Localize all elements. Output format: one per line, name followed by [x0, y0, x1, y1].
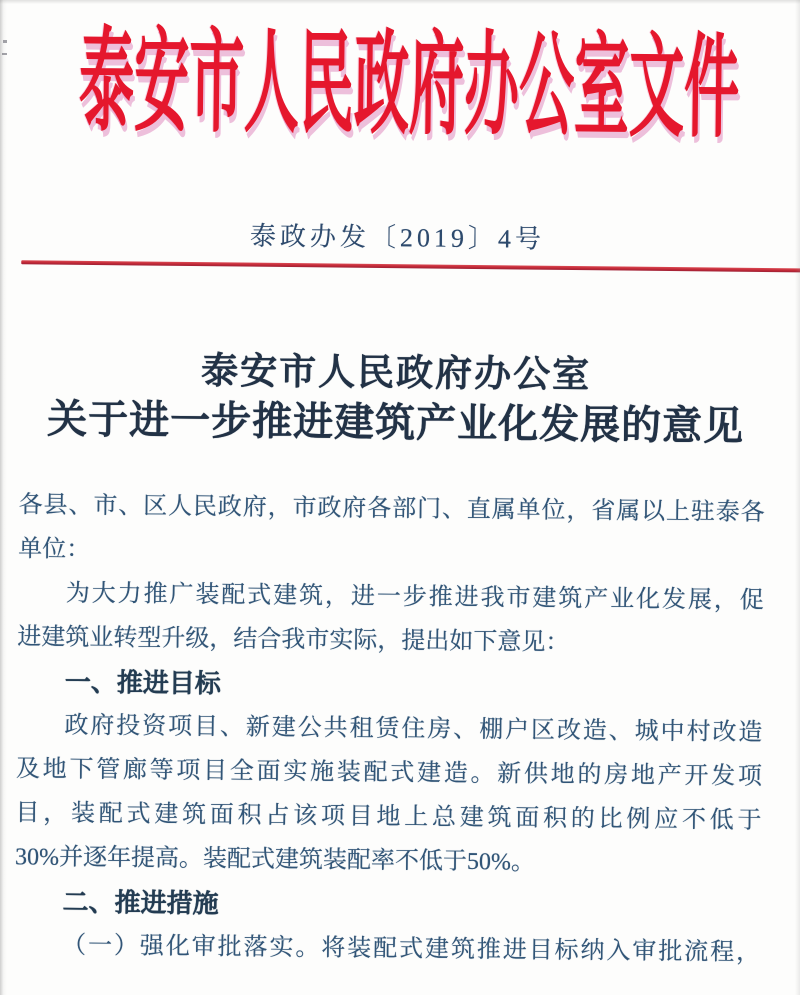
scan-speck [2, 53, 7, 55]
body-line: 进建筑业转型升级，结合我市实际，提出如下意见： [17, 624, 570, 656]
body-line: 为大力推广装配式建筑，进一步推进我市建筑产业化发展，促 [65, 580, 764, 615]
body-line: 及地下管廊等项目全面实施装配式建造。新供地的房地产开发项 [15, 756, 763, 791]
scan-edge-shadow-top [0, 0, 800, 4]
masthead-title: 泰安市人民政府办公室文件 [78, 19, 740, 152]
document-title [0, 346, 796, 452]
body-line: 政府投资项目、新建公共租赁住房、棚户区改造、城中村改造 [64, 712, 763, 747]
scan-speck [3, 40, 7, 43]
body-line: 30%并逐年提高。装配式建筑装配率不低于50%。 [14, 844, 536, 876]
body-line: 各县、市、区人民政府，市政府各部门、直属单位，省属以上驻泰各 [18, 492, 765, 527]
scan-edge-shadow-right [795, 0, 800, 995]
document-body [14, 483, 765, 975]
section-heading: 一、推进目标 [64, 666, 222, 699]
section-heading: 二、推进措施 [62, 886, 219, 919]
scan-edge-shadow-left [0, 0, 7, 995]
body-line: 单位： [18, 536, 91, 563]
doc-number: 泰政办发〔2019〕4号 [249, 221, 546, 254]
title-line-2: 关于进一步推进建筑产业化发展的意见 [46, 396, 745, 449]
body-line: （一）强化审批落实。将装配式建筑推进目标纳入审批流程， [61, 932, 761, 967]
title-line-1: 泰安市人民政府办公室 [200, 351, 592, 397]
red-divider-line [21, 260, 800, 272]
body-line: 目，装配式建筑面积占该项目地上总建筑面积的比例应不低于 [15, 800, 762, 835]
